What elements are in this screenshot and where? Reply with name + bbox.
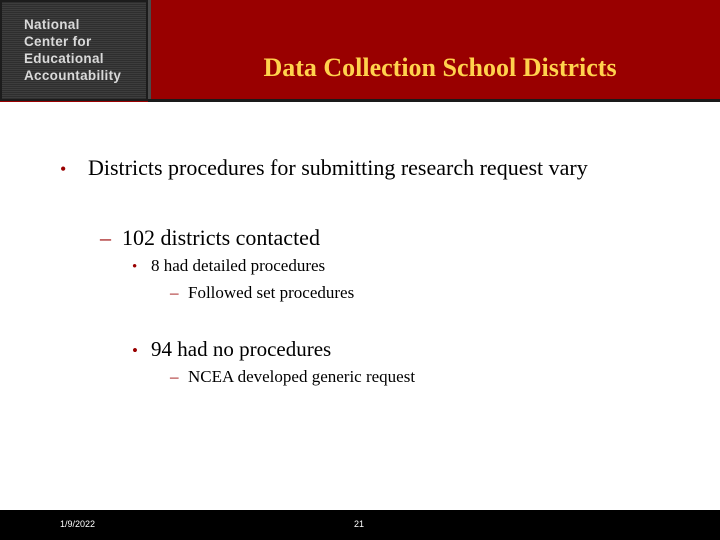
page-number: 21 — [354, 519, 365, 529]
slide-header — [0, 0, 720, 102]
ncea-logo — [0, 0, 148, 101]
bullet-marker: • — [132, 259, 138, 275]
slide-footer — [0, 510, 720, 540]
bullet-text: NCEA developed generic request — [188, 367, 416, 386]
bullet-text: 94 had no procedures — [151, 337, 332, 361]
logo-line-4: Accountability — [24, 68, 122, 83]
dash-marker: – — [100, 225, 111, 250]
dash-marker: – — [170, 283, 179, 302]
logo-text — [24, 16, 144, 84]
bullet-marker: • — [60, 159, 67, 179]
bullet-level-1 — [60, 153, 588, 184]
sub-bullet-followed-procedures — [170, 282, 354, 304]
bullet-detailed-procedures — [132, 255, 325, 278]
header-rule — [148, 99, 720, 102]
bullet-no-procedures — [132, 335, 331, 365]
sub-bullet-generic-request — [170, 366, 415, 388]
slide-title: Data Collection School Districts — [263, 53, 617, 82]
dash-marker: – — [170, 367, 179, 386]
logo-line-3: Educational — [24, 51, 104, 66]
logo-edge-divider — [148, 0, 151, 101]
bullet-text: Districts procedures for submitting research request vary — [88, 155, 588, 180]
bullet-text: 102 districts contacted — [122, 225, 320, 250]
bullet-text: 8 had detailed procedures — [151, 256, 326, 275]
logo-line-1: National — [24, 17, 80, 32]
bullet-marker: • — [132, 341, 138, 360]
bullet-text: Followed set procedures — [188, 283, 355, 302]
logo-line-2: Center for — [24, 34, 92, 49]
bullet-level-2 — [100, 224, 320, 252]
footer-date: 1/9/2022 — [60, 519, 96, 529]
